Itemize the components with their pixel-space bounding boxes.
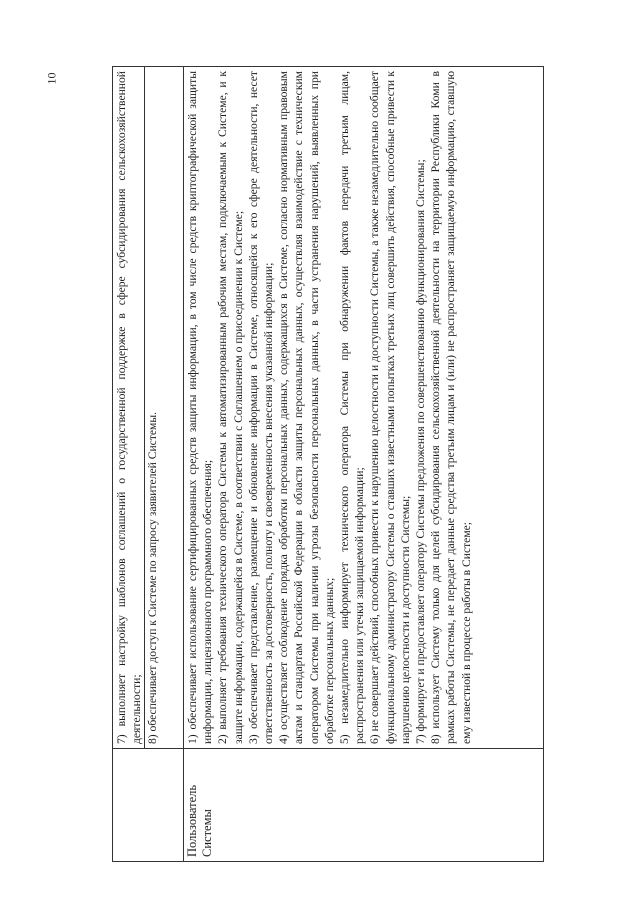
duties-cell	[184, 67, 544, 749]
list-item: 8) обеспечивает доступ к Системе по запросу заявителей Системы.	[146, 411, 160, 744]
list-item: 6) не совершает действий, способных привести к нарушению целостности и доступности Системы, а также незамедлительно сообщает функциональному администратору Системы о ставших известными попытках третьих лиц совершить действия, способные привести к нарушению целостности и доступности Системы;	[368, 71, 412, 744]
list-item: 2) выполняет требования технического оператора Системы к автоматизированным рабочим местам, подключаемым к Системе, и к защите информации, содержащейся в Системе, в соответствии с Соглашением о присоединении к Системе;	[216, 71, 245, 744]
role-cell	[113, 749, 184, 862]
table-row	[184, 67, 544, 862]
list-item: 1) обеспечивает использование сертифицированных средств защиты информации, в том числе средств криптографической защиты информации, лицензионного программного обеспечения;	[186, 71, 215, 744]
duties-cell	[113, 67, 184, 749]
role-label: Пользователь Системы	[185, 784, 214, 857]
role-cell	[184, 749, 544, 862]
list-item: 7) формирует и предоставляет оператору Системы предложения по совершенствованию функционирования Системы;	[414, 159, 428, 744]
list-item: 8) использует Систему только для целей субсидирования сельскохозяйственной деятельности на территории Республики Коми в рамках работы Системы, не передает данные средства третьим лицам и (или) не распространяет защищаемую информацию, ставшую ему известной в процессе работы в Системе;	[429, 71, 473, 744]
list-item: 7) выполняет настройку шаблонов соглашений о государственной поддержке в сфере субсидирования сельскохозяйственной деятельности;	[115, 71, 144, 744]
list-item: 5) незамедлительно информирует технического оператора Системы при обнаружении фактов передачи третьим лицам, распространения или утечки защищаемой информации;	[338, 71, 367, 744]
page-number: 10	[44, 72, 59, 85]
responsibilities-table	[112, 66, 544, 862]
table-row	[113, 67, 184, 862]
list-item: 4) осуществляет соблюдение порядка обработки персональных данных, содержащихся в Системе, согласно нормативным правовым актам и стандартам Российской Федерации в области защиты персональных данных, осуществляя взаимодействие с техническим оператором Системы при наличии угрозы безопасности персональных данных, в части устранения нарушений, выявленных при обработке персональных данных;	[277, 71, 336, 744]
rotated-table-container	[112, 66, 544, 862]
list-item: 3) обеспечивает представление, размещение и обновление информации в Системе, относящейся к его сфере деятельности, несет ответственность за достоверность, полноту и своевременность внесения указанной информации;	[246, 71, 276, 744]
